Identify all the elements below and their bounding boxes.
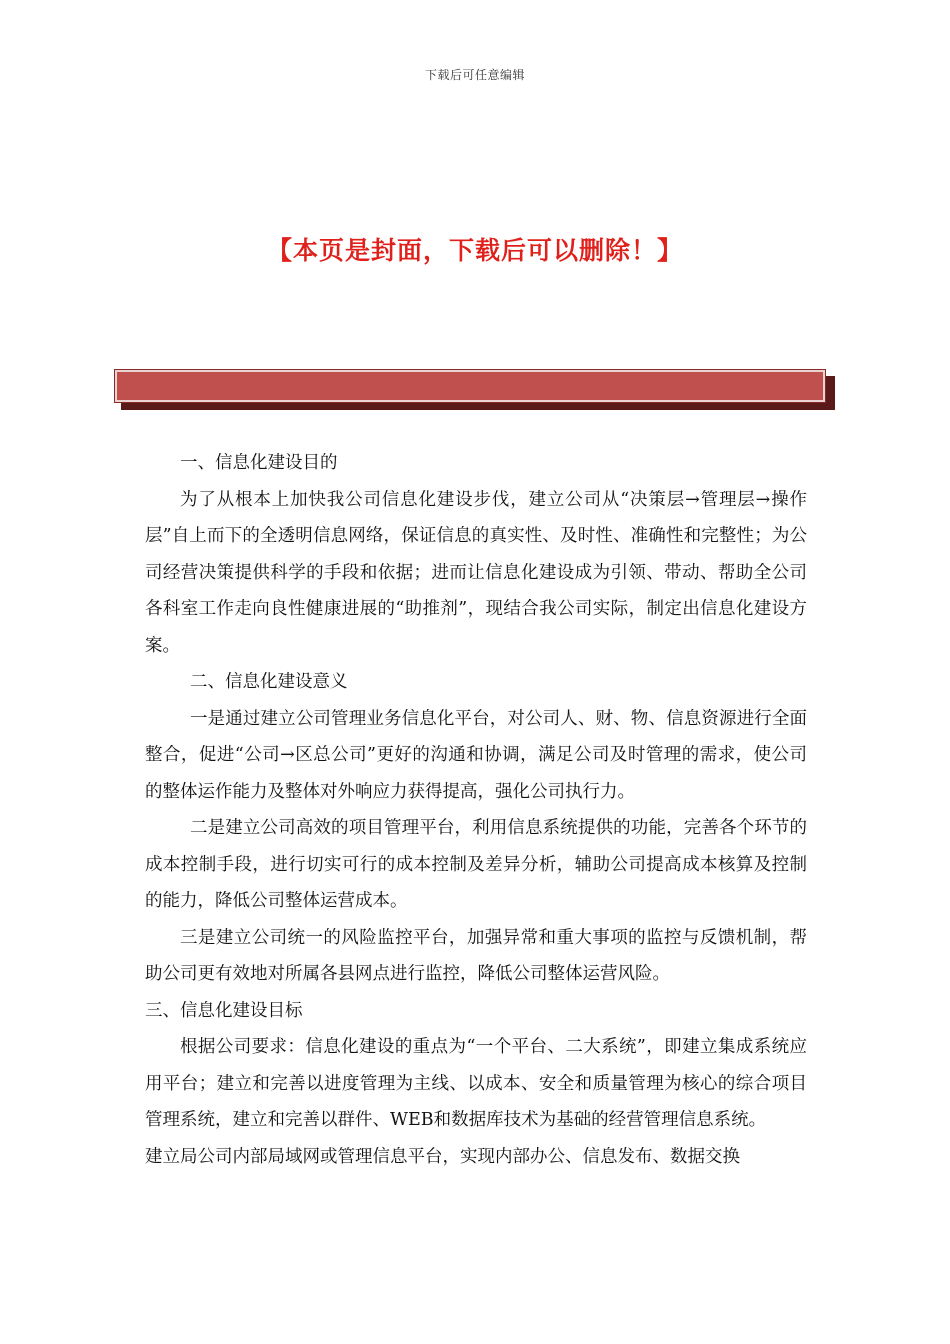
decorative-banner [115, 370, 835, 410]
header-note: 下载后可任意编辑 [424, 68, 525, 82]
section-3-paragraph-2: 建立局公司内部局域网或管理信息平台，实现内部办公、信息发布、数据交换 [145, 1146, 740, 1167]
section-3-heading: 三、信息化建设目标 [145, 1000, 303, 1021]
cover-notice: 【本页是封面，下载后可以删除！】 [266, 236, 683, 265]
section-1-paragraph: 为了从根本上加快我公司信息化建设步伐，建立公司从“决策层→管理层→操作层”自上而下的全透明信息网络，保证信息的真实性、及时性、准确性和完整性；为公司经营决策提供科学的手段和依据；进而让信息化建设成为引领、带动、帮助全公司各科室工作走向良性健康进展的“助推剂”，现结合我公司实际，制定出信息化建设方案。 [145, 489, 807, 656]
section-2-heading: 二、信息化建设意义 [190, 672, 348, 692]
section-2-paragraph-3: 三是建立公司统一的风险监控平台，加强异常和重大事项的监控与反馈机制，帮助公司更有效地对所属各县网点进行监控，降低公司整体运营风险。 [145, 927, 807, 984]
section-2-paragraph-1: 一是通过建立公司管理业务信息化平台，对公司人、财、物、信息资源进行全面整合，促进“公司→区总公司”更好的沟通和协调，满足公司及时管理的需求，使公司的整体运作能力及整体对外响应力获得提高，强化公司执行力。 [145, 708, 807, 802]
section-1-heading: 一、信息化建设目的 [180, 453, 338, 473]
document-body [145, 445, 807, 1175]
section-3-paragraph-1: 根据公司要求：信息化建设的重点为“一个平台、二大系统”，即建立集成系统应用平台；建立和完善以进度管理为主线、以成本、安全和质量管理为核心的综合项目管理系统，建立和完善以群件、WEB和数据库技术为基础的经营管理信息系统。 [145, 1037, 807, 1130]
section-2-paragraph-2: 二是建立公司高效的项目管理平台，利用信息系统提供的功能，完善各个环节的成本控制手段，进行切实可行的成本控制及差异分析，辅助公司提高成本核算及控制的能力，降低公司整体运营成本。 [145, 818, 807, 911]
banner-bar [115, 370, 825, 402]
